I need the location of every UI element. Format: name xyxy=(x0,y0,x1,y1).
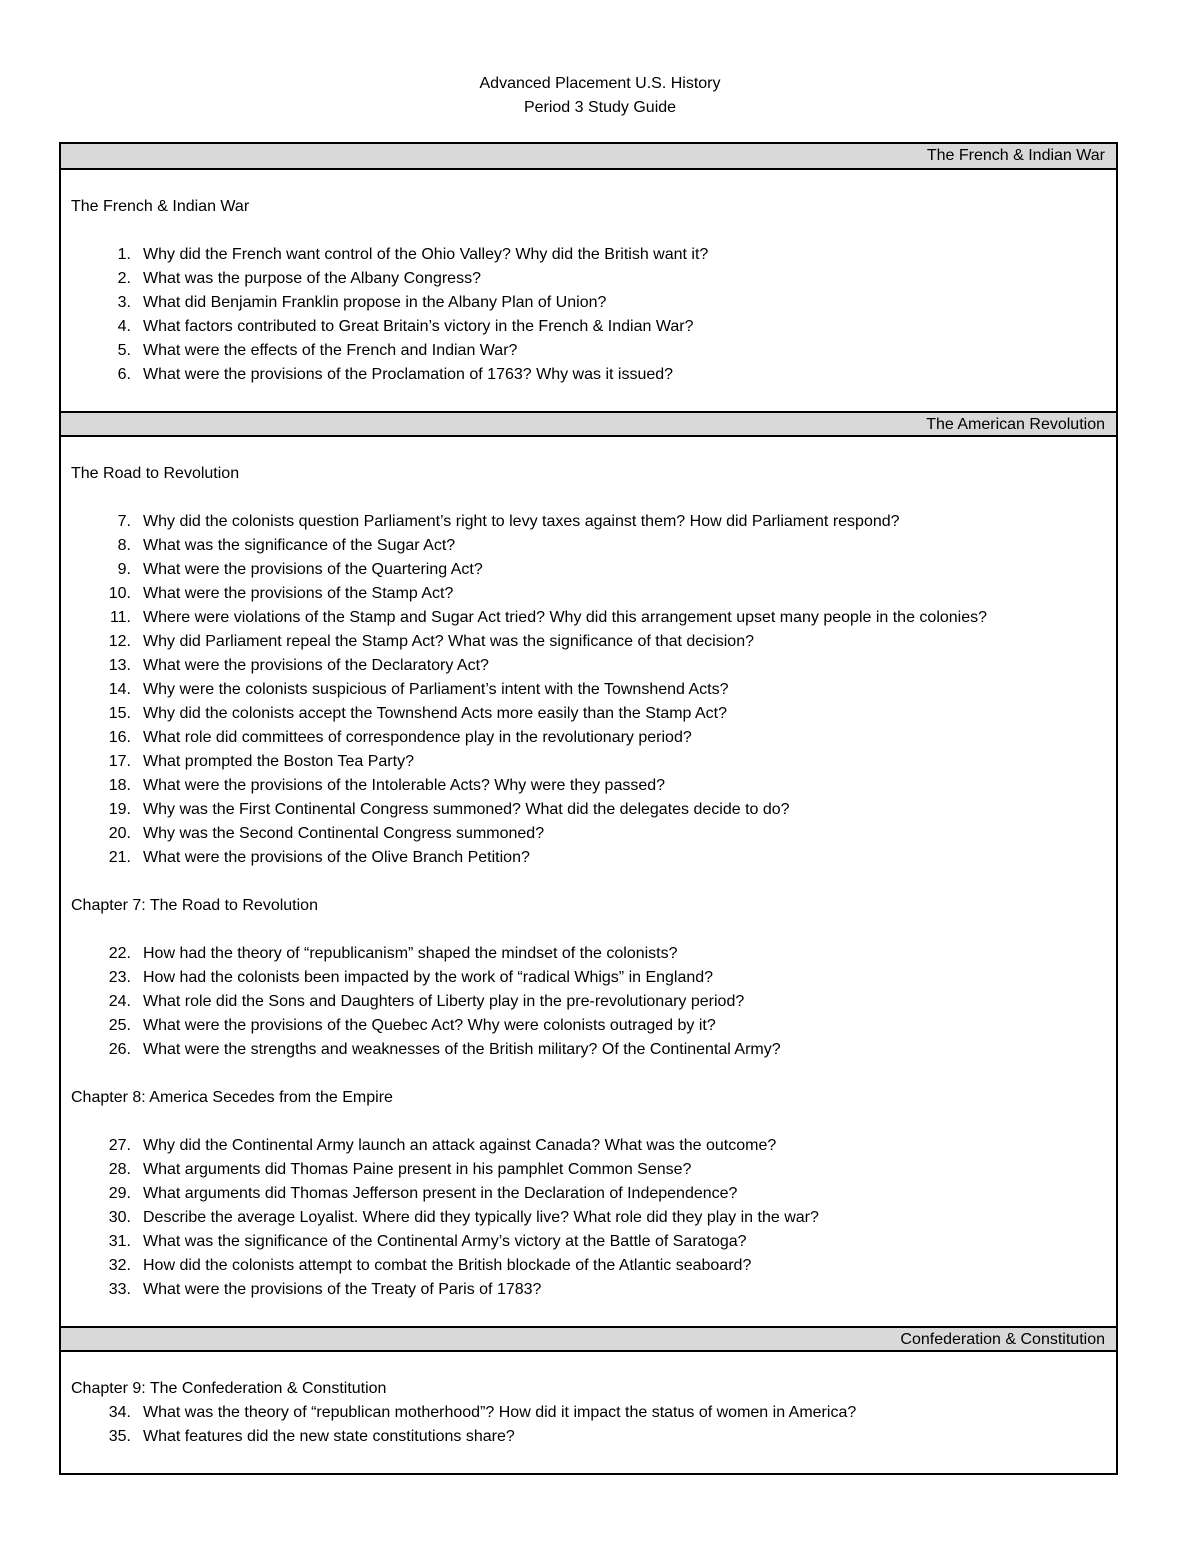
question-item xyxy=(71,510,1106,534)
question-list xyxy=(71,510,1106,870)
question-item xyxy=(71,243,1106,267)
question-text: Why did the French want control of the Ohio Valley? Why did the British want it? xyxy=(143,246,709,263)
question-text: What did Benjamin Franklin propose in the Albany Plan of Union? xyxy=(143,294,607,311)
question-number: 20. xyxy=(108,825,131,842)
question-item xyxy=(71,966,1106,990)
question-text: How had the theory of “republicanism” shaped the mindset of the colonists? xyxy=(143,945,678,962)
question-item xyxy=(71,942,1106,966)
question-number: 23. xyxy=(108,969,131,986)
question-number: 16. xyxy=(108,729,131,746)
question-text: Describe the average Loyalist. Where did they typically live? What role did they play in the war? xyxy=(143,1209,819,1226)
question-item xyxy=(71,363,1106,387)
question-number: 2. xyxy=(117,270,131,287)
question-number: 15. xyxy=(108,705,131,722)
question-text: Why did Parliament repeal the Stamp Act? What was the significance of that decision? xyxy=(143,633,754,650)
question-number: 35. xyxy=(108,1428,131,1445)
subsection-title: Chapter 9: The Confederation & Constitution xyxy=(71,1380,387,1397)
section-body xyxy=(61,437,1116,1326)
question-list xyxy=(71,1401,1106,1449)
question-number: 3. xyxy=(117,294,131,311)
study-guide-table xyxy=(59,142,1118,1475)
question-item xyxy=(71,654,1106,678)
subsection-title: Chapter 8: America Secedes from the Empire xyxy=(71,1089,393,1106)
question-item xyxy=(71,339,1106,363)
section-header-bar: The American Revolution xyxy=(61,411,1116,437)
question-list xyxy=(71,243,1106,387)
section-body xyxy=(61,1352,1116,1473)
question-item xyxy=(71,1254,1106,1278)
question-number: 26. xyxy=(108,1041,131,1058)
question-item xyxy=(71,1206,1106,1230)
question-item xyxy=(71,291,1106,315)
spacer xyxy=(71,1449,1106,1473)
question-text: Why was the Second Continental Congress summoned? xyxy=(143,825,545,842)
question-number: 4. xyxy=(117,318,131,335)
spacer xyxy=(71,387,1106,411)
question-text: What role did the Sons and Daughters of Liberty play in the pre-revolutionary period? xyxy=(143,993,745,1010)
spacer xyxy=(71,1062,1106,1086)
question-number: 28. xyxy=(108,1161,131,1178)
question-text: What were the provisions of the Intolerable Acts? Why were they passed? xyxy=(143,777,666,794)
question-text: What was the significance of the Sugar Act? xyxy=(143,537,456,554)
question-item xyxy=(71,1038,1106,1062)
question-number: 32. xyxy=(108,1257,131,1274)
course-title: Advanced Placement U.S. History xyxy=(479,75,721,92)
question-text: What arguments did Thomas Jefferson present in the Declaration of Independence? xyxy=(143,1185,738,1202)
question-item xyxy=(71,1134,1106,1158)
question-item xyxy=(71,1230,1106,1254)
question-number: 5. xyxy=(117,342,131,359)
question-number: 25. xyxy=(108,1017,131,1034)
question-text: How did the colonists attempt to combat the British blockade of the Atlantic seaboard? xyxy=(143,1257,752,1274)
question-item xyxy=(71,606,1106,630)
question-item xyxy=(71,630,1106,654)
question-item xyxy=(71,267,1106,291)
section xyxy=(61,411,1116,1326)
question-number: 12. xyxy=(108,633,131,650)
question-list xyxy=(71,1134,1106,1302)
spacer xyxy=(71,1302,1106,1326)
question-text: What were the provisions of the Quebec Act? Why were colonists outraged by it? xyxy=(143,1017,716,1034)
question-text: What was the purpose of the Albany Congress? xyxy=(143,270,481,287)
question-text: Why did the Continental Army launch an attack against Canada? What was the outcome? xyxy=(143,1137,777,1154)
question-item xyxy=(71,1158,1106,1182)
question-number: 13. xyxy=(108,657,131,674)
section xyxy=(61,144,1116,411)
question-number: 34. xyxy=(108,1404,131,1421)
question-text: Why was the First Continental Congress summoned? What did the delegates decide to do? xyxy=(143,801,790,818)
question-number: 30. xyxy=(108,1209,131,1226)
section-header-bar: The French & Indian War xyxy=(61,144,1116,170)
subsection-title: The French & Indian War xyxy=(71,198,250,215)
question-item xyxy=(71,846,1106,870)
question-text: What were the provisions of the Stamp Act? xyxy=(143,585,454,602)
question-text: Why did the colonists question Parliament’s right to levy taxes against them? How did Parliament respond? xyxy=(143,513,900,530)
question-list xyxy=(71,942,1106,1062)
question-text: What factors contributed to Great Britain’s victory in the French & Indian War? xyxy=(143,318,694,335)
question-text: What were the provisions of the Quartering Act? xyxy=(143,561,483,578)
question-number: 8. xyxy=(117,537,131,554)
subsection-title: Chapter 7: The Road to Revolution xyxy=(71,897,318,914)
section-body xyxy=(61,170,1116,411)
question-number: 17. xyxy=(108,753,131,770)
question-item xyxy=(71,315,1106,339)
question-number: 6. xyxy=(117,366,131,383)
question-item xyxy=(71,582,1106,606)
question-number: 1. xyxy=(117,246,131,263)
question-number: 11. xyxy=(109,609,131,626)
question-number: 9. xyxy=(117,561,131,578)
question-text: What were the provisions of the Treaty of Paris of 1783? xyxy=(143,1281,542,1298)
question-text: What were the effects of the French and Indian War? xyxy=(143,342,518,359)
question-text: What role did committees of correspondence play in the revolutionary period? xyxy=(143,729,692,746)
question-item xyxy=(71,1401,1106,1425)
question-number: 24. xyxy=(108,993,131,1010)
question-item xyxy=(71,1278,1106,1302)
question-text: What features did the new state constitutions share? xyxy=(143,1428,515,1445)
document-header xyxy=(0,72,1200,120)
question-item xyxy=(71,678,1106,702)
question-number: 21. xyxy=(108,849,131,866)
question-item xyxy=(71,774,1106,798)
question-text: How had the colonists been impacted by the work of “radical Whigs” in England? xyxy=(143,969,714,986)
question-number: 14. xyxy=(108,681,131,698)
question-number: 27. xyxy=(108,1137,131,1154)
question-number: 18. xyxy=(108,777,131,794)
guide-title: Period 3 Study Guide xyxy=(523,99,677,116)
question-number: 29. xyxy=(108,1185,131,1202)
question-number: 31. xyxy=(108,1233,131,1250)
question-text: Why were the colonists suspicious of Parliament’s intent with the Townshend Acts? xyxy=(143,681,729,698)
question-item xyxy=(71,726,1106,750)
section-header-bar: Confederation & Constitution xyxy=(61,1326,1116,1352)
question-item xyxy=(71,1182,1106,1206)
question-text: What were the provisions of the Declaratory Act? xyxy=(143,657,489,674)
question-item xyxy=(71,822,1106,846)
question-item xyxy=(71,1425,1106,1449)
question-item xyxy=(71,990,1106,1014)
question-item xyxy=(71,534,1106,558)
question-number: 33. xyxy=(108,1281,131,1298)
question-number: 10. xyxy=(108,585,131,602)
question-text: What arguments did Thomas Paine present in his pamphlet Common Sense? xyxy=(143,1161,692,1178)
question-text: What prompted the Boston Tea Party? xyxy=(143,753,414,770)
question-item xyxy=(71,798,1106,822)
question-number: 19. xyxy=(108,801,131,818)
section xyxy=(61,1326,1116,1473)
question-item xyxy=(71,1014,1106,1038)
question-number: 22. xyxy=(108,945,131,962)
subsection-title: The Road to Revolution xyxy=(71,465,240,482)
question-text: What were the strengths and weaknesses of the British military? Of the Continental Army? xyxy=(143,1041,781,1058)
question-item xyxy=(71,702,1106,726)
question-item xyxy=(71,750,1106,774)
question-text: What was the theory of “republican motherhood”? How did it impact the status of women in America? xyxy=(143,1404,857,1421)
question-text: What were the provisions of the Proclamation of 1763? Why was it issued? xyxy=(143,366,674,383)
question-text: Where were violations of the Stamp and Sugar Act tried? Why did this arrangement upset many people in the colonies? xyxy=(143,609,988,626)
question-number: 7. xyxy=(117,513,131,530)
question-item xyxy=(71,558,1106,582)
question-text: Why did the colonists accept the Townshend Acts more easily than the Stamp Act? xyxy=(143,705,728,722)
question-text: What was the significance of the Continental Army’s victory at the Battle of Saratoga? xyxy=(143,1233,747,1250)
spacer xyxy=(71,870,1106,894)
question-text: What were the provisions of the Olive Branch Petition? xyxy=(143,849,530,866)
